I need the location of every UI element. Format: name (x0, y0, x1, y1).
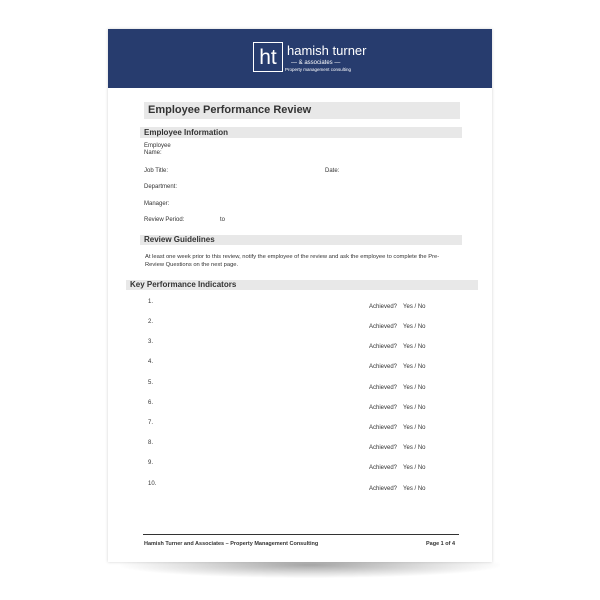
yes-no-label: Yes / No (403, 405, 426, 411)
yes-no-label: Yes / No (403, 425, 426, 431)
job-title-label: Job Title: (144, 168, 169, 174)
kpi-number: 5. (148, 380, 154, 386)
yes-no-label: Yes / No (403, 486, 426, 492)
kpi-number: 2. (148, 319, 154, 325)
kpi-achieved (369, 425, 426, 431)
achieved-label: Achieved? (369, 364, 398, 370)
kpi-number: 1. (148, 299, 154, 305)
kpi-achieved (369, 486, 426, 492)
achieved-label: Achieved? (369, 324, 398, 330)
review-period-to-label: to (220, 217, 226, 223)
kpi-achieved (369, 405, 426, 411)
kpi-achieved (369, 304, 426, 310)
yes-no-label: Yes / No (403, 385, 426, 391)
kpi-number: 10. (148, 481, 157, 487)
yes-no-label: Yes / No (403, 465, 426, 471)
achieved-label: Achieved? (369, 385, 398, 391)
kpi-number: 4. (148, 359, 154, 365)
footer-company: Hamish Turner and Associates – Property Management Consulting (144, 541, 319, 547)
yes-no-label: Yes / No (403, 344, 426, 350)
review-period-label: Review Period: (144, 217, 185, 223)
employee-name-label (144, 143, 171, 157)
kpi-achieved (369, 324, 426, 330)
kpi-achieved (369, 445, 426, 451)
kpi-achieved (369, 465, 426, 471)
logo-subtitle: — & associates — (291, 60, 341, 66)
kpi-achieved (369, 344, 426, 350)
yes-no-label: Yes / No (403, 324, 426, 330)
logo-tagline: Property management consulting (285, 67, 352, 72)
guidelines-text: At least one week prior to this review, notify the employee of the review and ask the employee to complete the Pre-Review Questions on the next page. (145, 254, 440, 268)
kpi-number: 9. (148, 460, 154, 466)
kpi-number: 8. (148, 440, 154, 446)
yes-no-label: Yes / No (403, 304, 426, 310)
kpi-number: 7. (148, 420, 154, 426)
document-page (108, 29, 492, 562)
kpi-achieved (369, 385, 426, 391)
department-label: Department: (144, 184, 178, 190)
achieved-label: Achieved? (369, 445, 398, 451)
date-label: Date: (325, 168, 340, 174)
logo-name: hamish turner (287, 43, 367, 58)
yes-no-label: Yes / No (403, 364, 426, 370)
kpi-achieved (369, 364, 426, 370)
employee-name-label-line1: Employee (144, 143, 171, 149)
achieved-label: Achieved? (369, 344, 398, 350)
employee-name-label-line2: Name: (144, 150, 162, 157)
achieved-label: Achieved? (369, 465, 398, 471)
kpi-number: 3. (148, 339, 154, 345)
footer-page-number: Page 1 of 4 (426, 541, 456, 547)
logo-mark: ht (253, 42, 283, 72)
kpi-number: 6. (148, 400, 154, 406)
achieved-label: Achieved? (369, 425, 398, 431)
achieved-label: Achieved? (369, 304, 398, 310)
yes-no-label: Yes / No (403, 445, 426, 451)
manager-label: Manager: (144, 201, 170, 207)
achieved-label: Achieved? (369, 486, 398, 492)
section-employee-information: Employee Information (140, 127, 462, 138)
achieved-label: Achieved? (369, 405, 398, 411)
section-review-guidelines: Review Guidelines (140, 235, 462, 245)
page-header (108, 29, 492, 88)
section-key-performance-indicators: Key Performance Indicators (126, 280, 478, 290)
footer-divider (143, 534, 459, 535)
document-title: Employee Performance Review (144, 102, 460, 119)
